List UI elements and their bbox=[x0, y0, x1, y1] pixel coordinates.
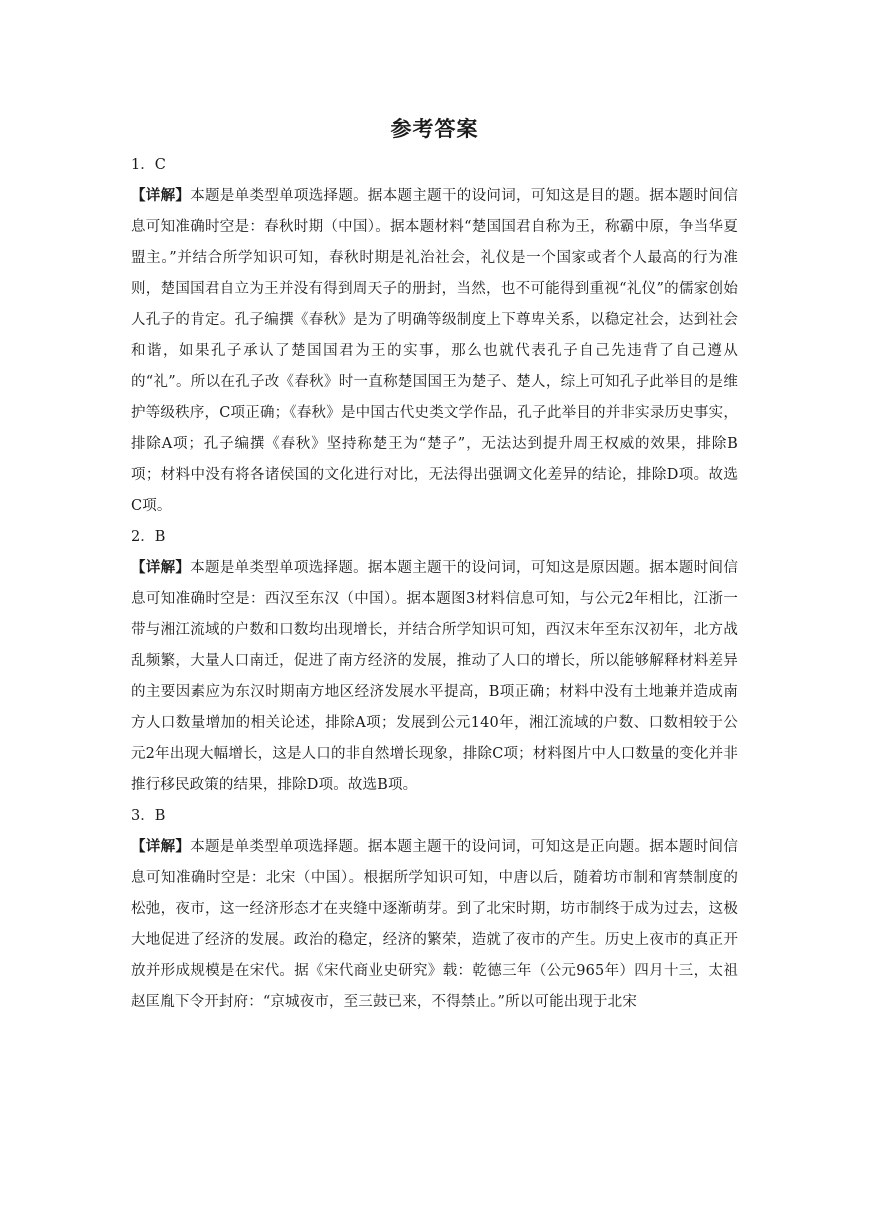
explanation-tag: 【详解】 bbox=[131, 188, 191, 204]
explanation-text: 本题是单类型单项选择题。据本题主题干的设问词，可知这是目的题。据本题时间信息可知准确时空是：春秋时期（中国）。据本题材料“楚国国君自称为王，称霸中原，争当华夏盟主。”并结合所学知识可知，春秋时期是礼治社会，礼仪是一个国家或者个人最高的行为准则，楚国国君自立为王并没有得到周天子的册封，当然，也不可能得到重视“礼仪”的儒家创始人孔子的肯定。孔子编撰《春秋》是为了明确等级制度上下尊卑关系，以稳定社会，达到社会和谐，如果孔子承认了楚国国君为王的实事，那么也就代表孔子自己先违背了自己遵从的“礼”。所以在孔子改《春秋》时一直称楚国国王为楚子、楚人，综上可知孔子此举目的是维护等级秩序，C项正确；《春秋》是中国古代史类文学作品，孔子此举目的并非实录历史事实，排除A项；孔子编撰《春秋》坚持称楚王为“楚子”，无法达到提升周王权威的效果，排除B项；材料中没有将各诸侯国的文化进行对比，无法得出强调文化差异的结论，排除D项。故选C项。 bbox=[131, 188, 738, 514]
explanation-tag: 【详解】 bbox=[131, 839, 191, 855]
explanation-text: 本题是单类型单项选择题。据本题主题干的设问词，可知这是正向题。据本题时间信息可知准确时空是：北宋（中国）。根据所学知识可知，中唐以后，随着坊市制和宵禁制度的松弛，夜市，这一经济形态才在夹缝中逐渐萌芽。到了北宋时期，坊市制终于成为过去，这极大地促进了经济的发展。政治的稳定，经济的繁荣，造就了夜市的产生。历史上夜市的真正开放并形成规模是在宋代。据《宋代商业史研究》载：乾德三年（公元965年）四月十三，太祖赵匡胤下令开封府：“京城夜市，至三鼓已来，不得禁止。”所以可能出现于北宋 bbox=[131, 839, 738, 1010]
answer-item-1 bbox=[131, 150, 738, 522]
answer-label: 2．B bbox=[131, 529, 166, 545]
answer-label: 1．C bbox=[131, 157, 166, 173]
explanation-text: 本题是单类型单项选择题。据本题主题干的设问词，可知这是原因题。据本题时间信息可知准确时空是：西汉至东汉（中国）。据本题图3材料信息可知，与公元2年相比，江浙一带与湘江流域的户数和口数均出现增长，并结合所学知识可知，西汉末年至东汉初年，北方战乱频繁，大量人口南迁，促进了南方经济的发展，推动了人口的增长，所以能够解释材料差异的主要因素应为东汉时期南方地区经济发展水平提高，B项正确；材料中没有土地兼并造成南方人口数量增加的相关论述，排除A项；发展到公元140年，湘江流域的户数、口数相较于公元2年出现大幅增长，这是人口的非自然增长现象，排除C项；材料图片中人口数量的变化并非推行移民政策的结果，排除D项。故选B项。 bbox=[131, 560, 738, 793]
explanation-paragraph bbox=[131, 553, 738, 801]
explanation-tag: 【详解】 bbox=[131, 560, 191, 576]
page-title: 参考答案 bbox=[390, 117, 479, 141]
answer-label: 3．B bbox=[131, 808, 166, 824]
explanation-paragraph bbox=[131, 832, 738, 1018]
answer-page bbox=[131, 112, 738, 1018]
explanation-paragraph bbox=[131, 181, 738, 522]
answer-item-3 bbox=[131, 801, 738, 1018]
answer-item-2 bbox=[131, 522, 738, 801]
